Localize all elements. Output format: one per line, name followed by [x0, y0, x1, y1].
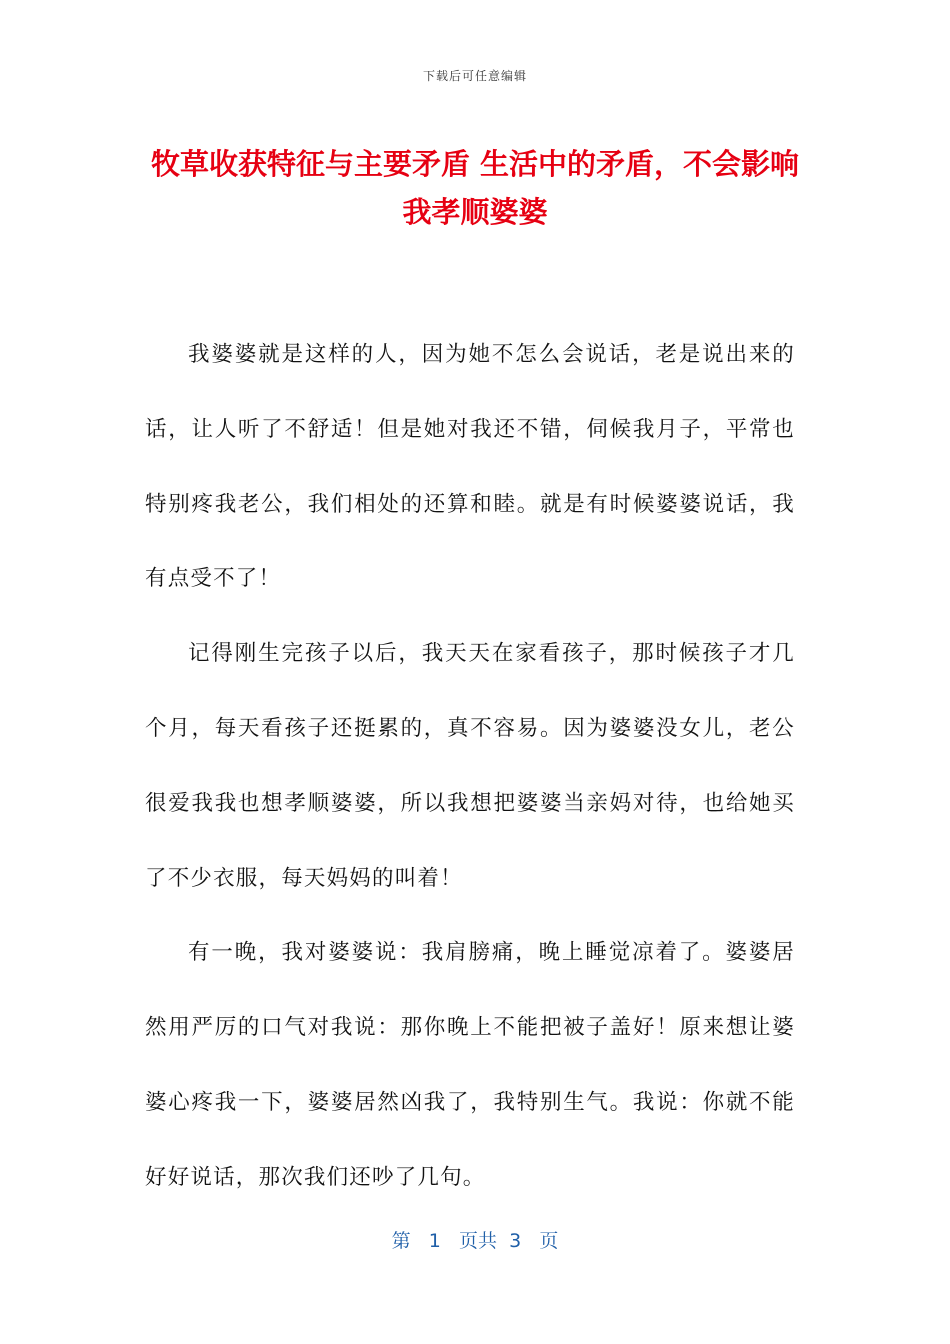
paragraph-3: 有一晚，我对婆婆说：我肩膀痛，晚上睡觉凉着了。婆婆居然用严厉的口气对我说：那你晚上不能把被子盖好！原来想让婆婆心疼我一下，婆婆居然凶我了，我特别生气。我说：你就不能好好说话，那次我们还吵了几句。: [145, 940, 795, 1190]
footer-page-prefix: 第: [391, 1230, 411, 1252]
footer-page-total: 3: [509, 1230, 522, 1252]
document-body: [145, 318, 795, 1216]
header-note: 下载后可任意编辑: [422, 69, 527, 83]
page-footer: [0, 1226, 950, 1253]
footer-page-suffix: 页: [539, 1230, 559, 1252]
footer-page-middle: 页共: [459, 1230, 498, 1252]
document-title: 牧草收获特征与主要矛盾 生活中的矛盾，不会影响我孝顺婆婆: [150, 147, 800, 229]
footer-page-number: 1: [428, 1230, 441, 1252]
paragraph-2: 记得刚生完孩子以后，我天天在家看孩子，那时候孩子才几个月，每天看孩子还挺累的，真不容易。因为婆婆没女儿，老公很爱我我也想孝顺婆婆，所以我想把婆婆当亲妈对待，也给她买了不少衣服，每天妈妈的叫着！: [145, 641, 795, 891]
paragraph-1: 我婆婆就是这样的人，因为她不怎么会说话，老是说出来的话，让人听了不舒适！但是她对我还不错，伺候我月子，平常也特别疼我老公，我们相处的还算和睦。就是有时候婆婆说话，我有点受不了！: [145, 342, 795, 592]
